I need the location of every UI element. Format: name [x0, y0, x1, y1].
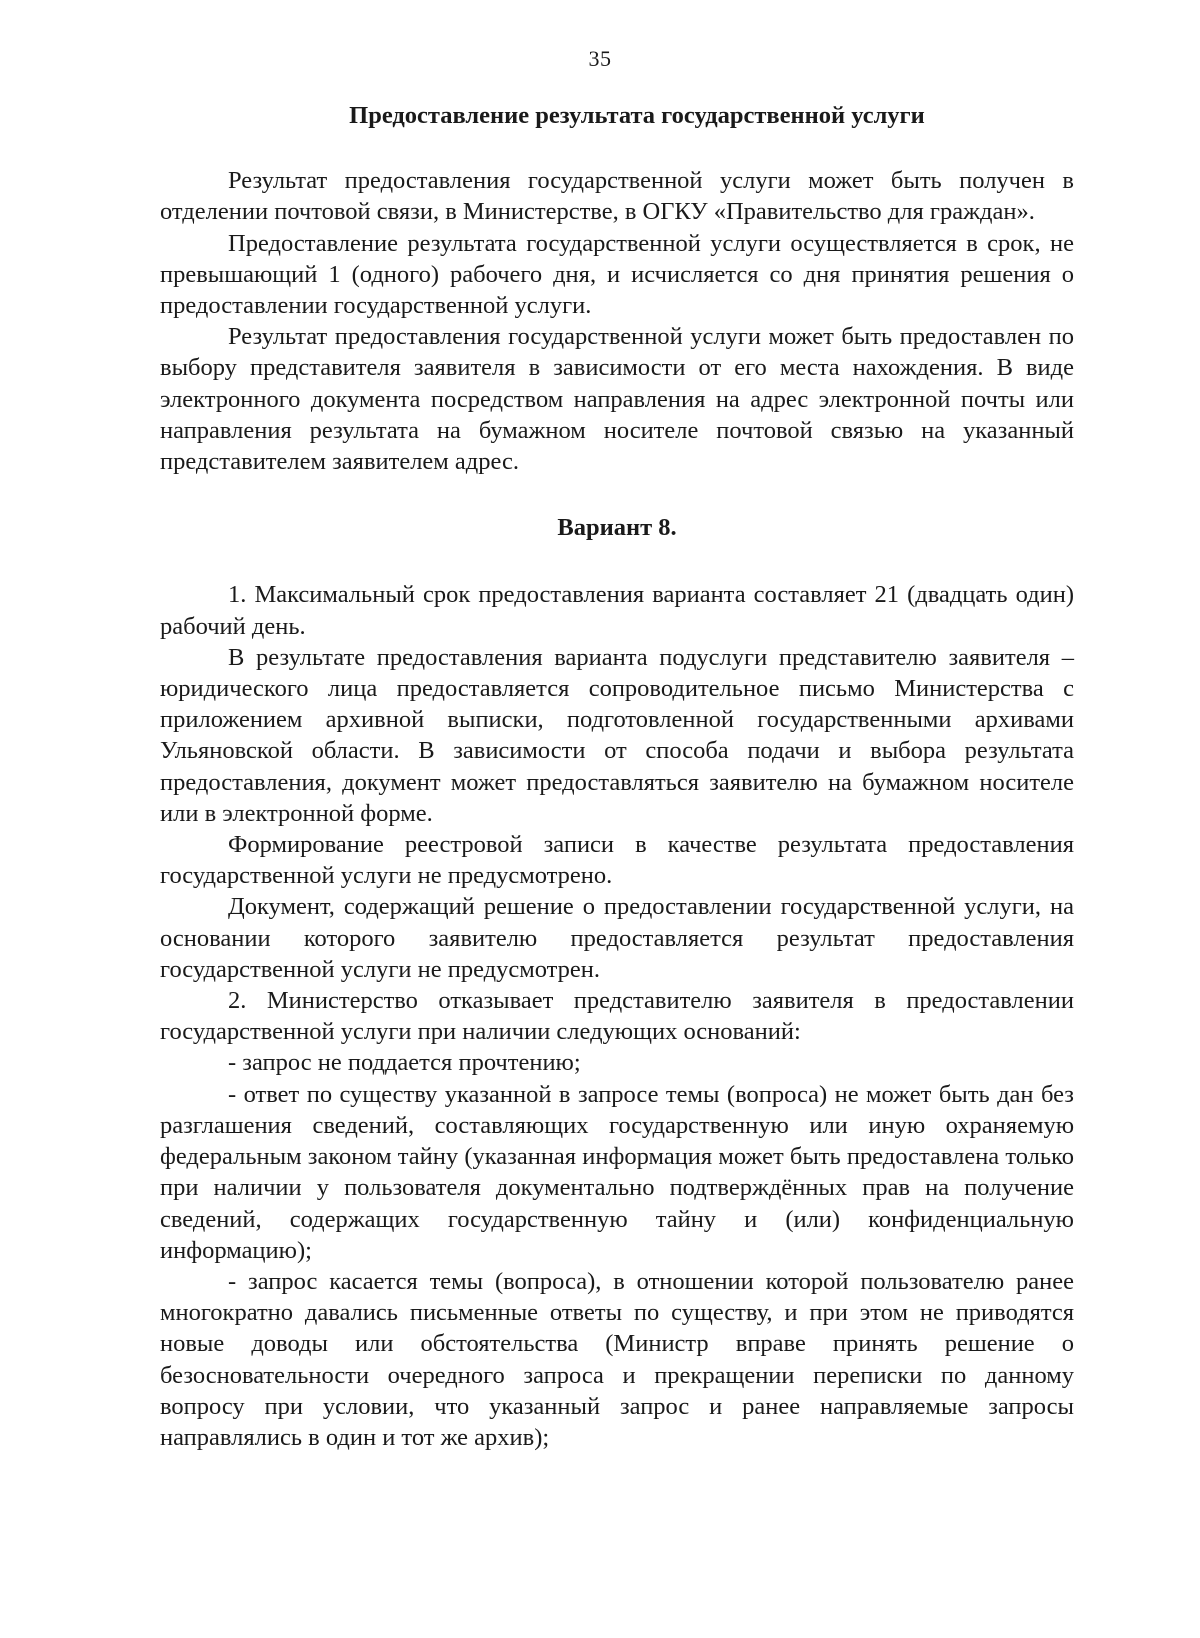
paragraph: В результате предоставления варианта подуслуги представителю заявителя – юридического лица предоставляется сопроводительное письмо Министерства с приложением архивной выписки, подготовленной государственными архивами Ульяновской области. В зависимости от способа подачи и выбора результата предоставления, документ может предоставляться заявителю на бумажном носителе или в электронной форме.: [160, 643, 1074, 827]
section-title: Предоставление результата государственной услуги: [349, 102, 925, 129]
paragraph: Предоставление результата государственной услуги осуществляется в срок, не превышающий 1 (одного) рабочего дня, и исчисляется со дня принятия решения о предоставлении государственной услуги.: [160, 229, 1074, 320]
paragraph: 1. Максимальный срок предоставления варианта составляет 21 (двадцать один) рабочий день.: [160, 581, 1074, 640]
variant-title: Вариант 8.: [557, 514, 677, 542]
list-item: - запрос касается темы (вопроса), в отношении которой пользователю ранее многократно давались письменные ответы по существу, и при этом не приводятся новые доводы или обстоятельства (Министр вправе принять решение о безосновательности очередного запроса и прекращении переписки по данному вопросу при условии, что указанный запрос и ранее направляемые запросы направлялись в один и тот же архив);: [160, 1267, 1074, 1451]
list-item: - ответ по существу указанной в запросе темы (вопроса) не может быть дан без разглашения сведений, составляющих государственную или иную охраняемую федеральным законом тайну (указанная информация может быть предоставлена только при наличии у пользователя документально подтверждённых прав на получение сведений, содержащих государственную тайну и (или) конфиденциальную информацию);: [160, 1080, 1074, 1264]
paragraph: Формирование реестровой записи в качестве результата предоставления государственной услуги не предусмотрено.: [160, 831, 1074, 890]
paragraph: Документ, содержащий решение о предоставлении государственной услуги, на основании которого заявителю предоставляется результат предоставления государственной услуги не предусмотрен.: [160, 893, 1074, 983]
list-item: - запрос не поддается прочтению;: [228, 1049, 581, 1077]
paragraph: Результат предоставления государственной услуги может быть получен в отделении почтовой связи, в Министерстве, в ОГКУ «Правительство для граждан».: [160, 167, 1074, 226]
paragraph: Результат предоставления государственной услуги может быть предоставлен по выбору представителя заявителя в зависимости от его места нахождения. В виде электронного документа посредством направления на адрес электронной почты или направления результата на бумажном носителе почтовой связью на указанный представителем заявителем адрес.: [160, 323, 1074, 476]
paragraph: 2. Министерство отказывает представителю заявителя в предоставлении государственной услуги при наличии следующих оснований:: [160, 987, 1074, 1046]
page-number: 35: [588, 46, 612, 71]
page-content: [160, 100, 1074, 1453]
